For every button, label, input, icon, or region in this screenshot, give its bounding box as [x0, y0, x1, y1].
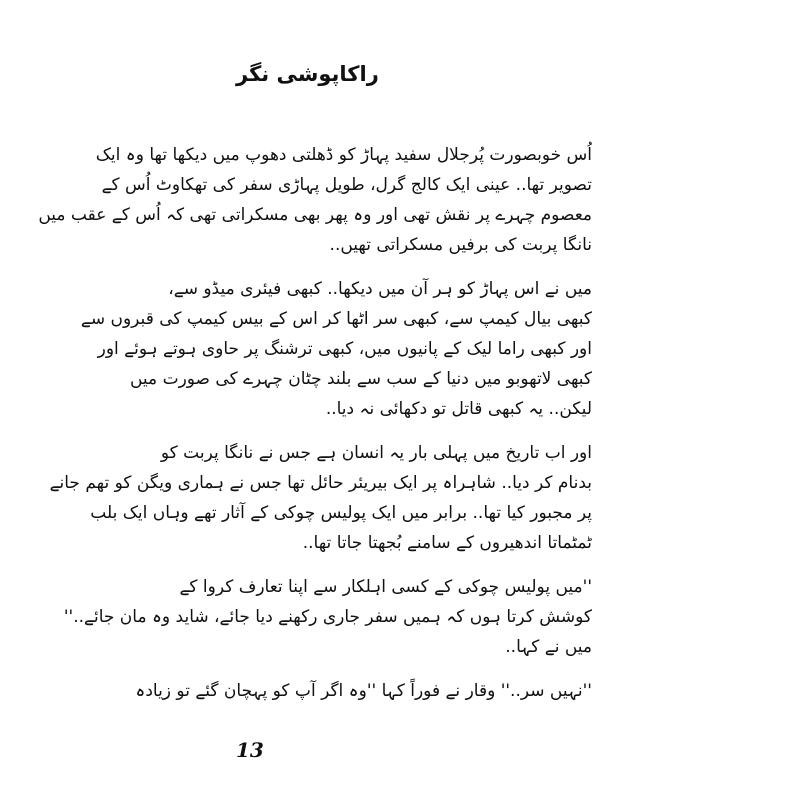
text-line: بدنام کر دیا.. شاہراہ پر ایک بیریئر حائل تھا جس نے ہماری ویگن کو تھم جانے — [49, 473, 592, 493]
paragraph — [49, 438, 592, 558]
paragraph — [38, 140, 592, 260]
text-line: میں نے اس پہاڑ کو ہر آن میں دیکھا.. کبھی فیئری میڈو سے، — [168, 279, 592, 299]
text-line: میں نے کہا.. — [505, 637, 592, 657]
text-line: ''نہیں سر..'' وقار نے فوراً کہا ''وہ اگر آپ کو پہچان گئے تو زیادہ — [135, 681, 592, 701]
text-line: اُس خوبصورت پُرجلال سفید پہاڑ کو ڈھلتی دھوپ میں دیکھا تھا وہ ایک — [95, 145, 592, 165]
text-line: نانگا پربت کی برفیں مسکراتی تھیں.. — [329, 235, 592, 255]
text-line: اور کبھی راما لیک کے پانیوں میں، کبھی ترشنگ پر حاوی ہوتے ہوئے اور — [97, 339, 592, 359]
paragraph — [80, 274, 592, 424]
page-number: 13 — [236, 738, 264, 762]
text-line: پر مجبور کیا تھا.. برابر میں ایک پولیس چوکی کے آثار تھے وہاں ایک بلب — [90, 503, 592, 523]
running-header: راکاپوشی نگر — [236, 62, 379, 86]
text-line: لیکن.. یہ کبھی قاتل تو دکھائی نہ دیا.. — [325, 399, 592, 419]
text-line: کبھی بیال کیمپ سے، کبھی سر اٹھا کر اس کے بیس کیمپ کی قبروں سے — [80, 309, 592, 329]
text-line: کبھی لاتھوبو میں دنیا کے سب سے بلند چٹان چہرے کی صورت میں — [129, 369, 592, 389]
text-line: تصویر تھا.. عینی ایک کالج گرل، طویل پہاڑی سفر کی تھکاوٹ اُس کے — [101, 175, 592, 195]
text-line: ''میں پولیس چوکی کے کسی اہلکار سے اپنا تعارف کروا کے — [179, 577, 592, 597]
text-line: ٹمٹماتا اندھیروں کے سامنے بُجھتا جاتا تھا.. — [302, 533, 592, 553]
text-line: کوشش کرتا ہوں کہ ہمیں سفر جاری رکھنے دیا جائے، شاید وہ مان جائے..'' — [63, 607, 592, 627]
paragraph — [63, 572, 592, 662]
body-text — [38, 140, 592, 706]
paragraph — [135, 676, 592, 706]
text-line: معصوم چہرے پر نقش تھی اور وہ پھر بھی مسکراتی تھی کہ اُس کے عقب میں — [38, 205, 592, 225]
text-line: اور اب تاریخ میں پہلی بار یہ انسان ہے جس نے نانگا پربت کو — [160, 443, 592, 463]
